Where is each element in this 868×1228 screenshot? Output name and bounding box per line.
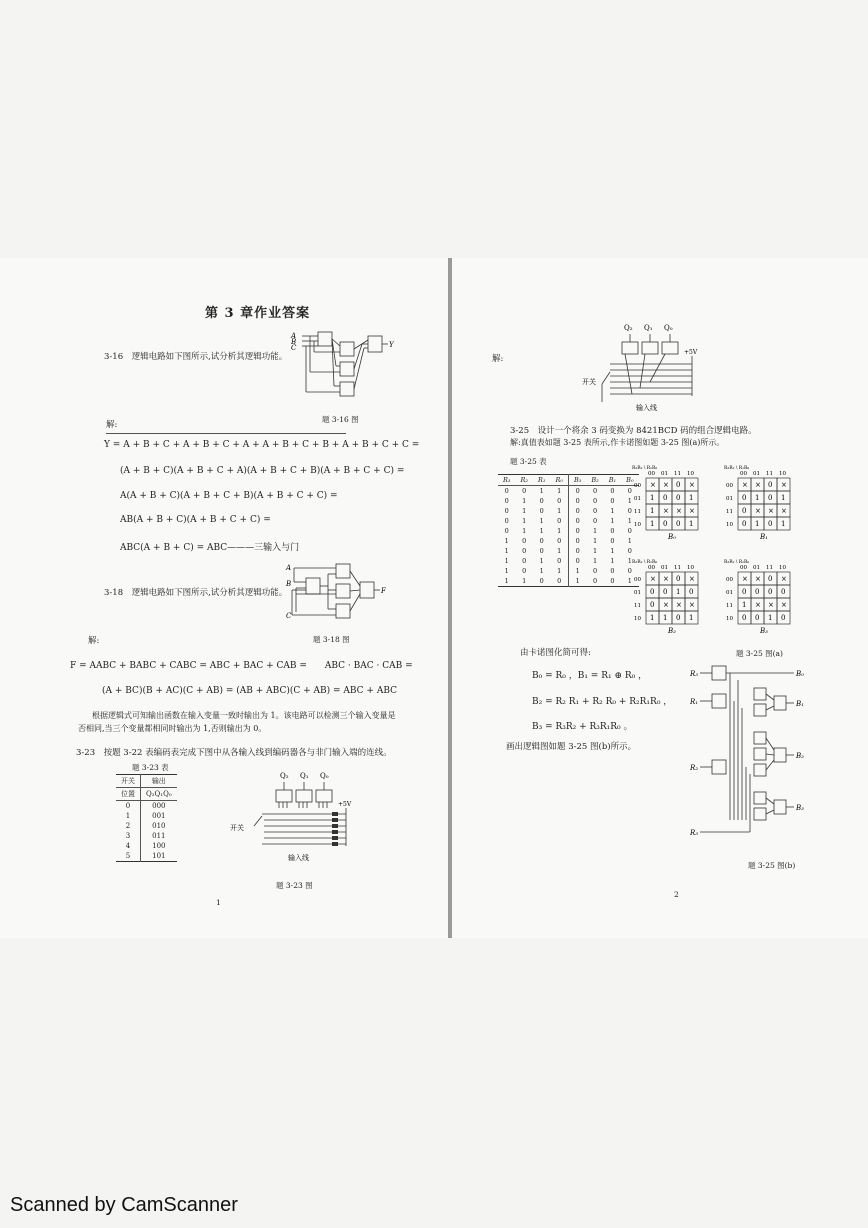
input-lines-label: 输入线 (288, 854, 309, 862)
kmap-cell-value: × (768, 601, 774, 609)
kmap-cell-value: 0 (768, 575, 773, 583)
table-row: 0 1 0 0 0 0 0 1 (504, 497, 632, 505)
table-row: 2 010 (116, 821, 177, 831)
table-subheader: 位置 (116, 788, 141, 801)
kmap-cell-value: 1 (689, 520, 694, 528)
table-row: 0 1 1 1 0 1 0 0 (504, 527, 632, 535)
kmap-row-label: 00 (726, 483, 733, 489)
table-row: 1 0 1 1 1 0 0 0 (504, 567, 632, 575)
solution-label-right: 解: (492, 354, 504, 364)
kmap-cell-value: 1 (781, 520, 786, 528)
page-title: 第 3 章作业答案 (205, 306, 311, 321)
solution-label-318: 解: (88, 636, 100, 646)
output-b0: B₀ (796, 670, 804, 678)
table-row: 1 1 0 0 1 0 0 1 (504, 577, 632, 585)
kmap-cell-value: 0 (742, 520, 747, 528)
circuit-diagram-3-16 (288, 328, 398, 408)
kmap-cell-value: × (768, 507, 774, 515)
kmap-row-label: 11 (726, 509, 733, 515)
kmap-cell-value: × (781, 575, 787, 583)
kmap-row-label: 10 (634, 616, 641, 622)
conclusion-318-line-1: 根据逻辑式可知输出函数在输入变量一致时输出为 1。该电路可以检测三个输入变量是 (92, 711, 396, 720)
kmap-row-label: 11 (634, 603, 641, 609)
fig316-input-b: B (291, 338, 297, 346)
table-row: 0 1 1 0 0 0 1 1 (504, 517, 632, 525)
page-number-right: 2 (674, 890, 679, 899)
fig316-input-c: C (291, 344, 297, 352)
kmap-row-label: 11 (726, 603, 733, 609)
fig316-input-a: A (291, 332, 297, 340)
fig318-input-b: B (286, 580, 292, 588)
kmap-cell-value: 0 (742, 614, 747, 622)
table-header: B₃ (574, 476, 582, 484)
vcc-label: +5V (684, 349, 698, 356)
kmap-cell-value: × (650, 481, 656, 489)
scanner-watermark: Scanned by CamScanner (10, 1194, 238, 1216)
input-r1: R₁ (690, 698, 699, 706)
kmap-col-label: 10 (687, 471, 694, 477)
kmap-cell-value: × (689, 575, 695, 583)
kmap-row-label: 11 (634, 509, 641, 515)
kmap-cell-value: × (755, 481, 761, 489)
kmap-cell-value: 1 (650, 494, 655, 502)
kmap-row-label: 01 (634, 496, 641, 502)
gate-label-q1: Q₁ (644, 324, 653, 332)
kmap-cell-value: × (676, 601, 682, 609)
logic-circuit-3-25b (690, 660, 820, 850)
table-header: 开关 (116, 775, 141, 788)
kmap-cell-value: 0 (742, 494, 747, 502)
kmap-cell-value: 0 (781, 588, 786, 596)
kmap-cell-value: 1 (742, 601, 747, 609)
input-lines-label: 输入线 (636, 404, 657, 412)
output-b1: B₁ (796, 700, 804, 708)
kmap-cell-value: × (781, 481, 787, 489)
kmap-cell-value: × (663, 575, 669, 583)
kmap-cell-value: 1 (755, 520, 760, 528)
table-row: 0 000 (116, 801, 177, 812)
eq318-line-1: F = AABC + BABC + CABC = ABC + BAC + CAB = ABC · BAC · CAB = (70, 661, 413, 671)
kmap-cell-value: × (755, 507, 761, 515)
kmap-corner-label: R₃R₂ \ R₁R₀ (632, 466, 658, 471)
caption-fig-3-18: 题 3-18 图 (313, 635, 350, 644)
kmap-cell-value: × (676, 507, 682, 515)
page-number-left: 1 (216, 898, 221, 907)
kmap-cell-value: 0 (676, 614, 681, 622)
fig318-input-a: A (286, 564, 292, 572)
gate-label-q2: Q₂ (624, 324, 633, 332)
table-subheader: Q₂Q₁Q₀ (146, 790, 172, 798)
kmap-col-label: 01 (661, 471, 668, 477)
kmap-row-label: 00 (726, 577, 733, 583)
question-3-18: 3-18 逻辑电路如下图所示,试分析其逻辑功能。 (104, 588, 288, 598)
encoder-diagram-solution (580, 322, 710, 414)
kmap-name: B₃ (760, 627, 768, 635)
kmap-cell-value: × (663, 507, 669, 515)
vcc-label: +5V (338, 801, 352, 808)
kmap-cell-value: 0 (676, 494, 681, 502)
kmap-cell-value: 0 (650, 601, 655, 609)
kmap-cell-value: × (781, 601, 787, 609)
kmap-cell-value: 0 (663, 520, 668, 528)
table-row: 1 0 0 0 0 1 0 1 (504, 537, 632, 545)
kmap-cell-value: 1 (755, 494, 760, 502)
karnaugh-maps (632, 462, 812, 656)
eq318-line-2: (A + BC)(B + AC)(C + AB) = (AB + ABC)(C + AB) = ABC + ABC (102, 686, 397, 696)
eq325-b3: B₃ = R₃R₂ + R₃R₁R₀ 。 (532, 722, 633, 732)
caption-fig-3-25a: 题 3-25 图(a) (736, 649, 783, 658)
input-r3: R₃ (690, 670, 699, 678)
kmap-cell-value: 0 (768, 481, 773, 489)
switch-label: 开关 (230, 824, 244, 832)
kmap-col-label: 01 (753, 471, 760, 477)
kmap-2 (632, 559, 698, 635)
kmap-cell-value: 1 (650, 507, 655, 515)
caption-fig-3-16: 题 3-16 图 (322, 415, 359, 424)
eq316-line-5: ABC(A + B + C) = ABC———三输入与门 (120, 543, 300, 553)
kmap-cell-value: 0 (742, 588, 747, 596)
table-row: 3 011 (116, 831, 177, 841)
table-header: R₁ (538, 476, 546, 484)
kmap-cell-value: × (689, 601, 695, 609)
kmap-cell-value: 0 (663, 494, 668, 502)
eq316-line-4: AB(A + B + C)(A + B + C + C) = (120, 515, 271, 525)
kmap-name: B₁ (760, 533, 768, 541)
kmap-cell-value: 0 (768, 588, 773, 596)
kmap-col-label: 01 (661, 565, 668, 571)
solution-3-25: 解:真值表如题 3-25 表所示,作卡诺图如题 3-25 图(a)所示。 (510, 438, 725, 447)
output-b2: B₂ (796, 752, 804, 760)
eq316-line-1: Y = A + B + C + A + B + C + A + A + B + C + B + A + B + C + C = (104, 440, 420, 450)
kmap-row-label: 00 (634, 577, 641, 583)
table-header: B₂ (591, 476, 599, 484)
output-b3: B₃ (796, 804, 804, 812)
kmap-row-label: 01 (726, 496, 733, 502)
question-3-16: 3-16 逻辑电路如下图所示,试分析其逻辑功能。 (104, 352, 288, 362)
fig318-output: F (381, 587, 386, 595)
book-spine (448, 258, 452, 938)
gate-label-q1: Q₁ (300, 772, 309, 780)
switch-label: 开关 (582, 378, 596, 386)
kmap-cell-value: 1 (689, 494, 694, 502)
kmap-col-label: 00 (648, 565, 655, 571)
kmap-1 (724, 465, 790, 541)
caption-fig-3-23: 题 3-23 图 (276, 881, 313, 890)
table-row: 4 100 (116, 841, 177, 851)
kmap-col-label: 11 (674, 471, 681, 477)
kmap-cell-value: × (755, 601, 761, 609)
kmap-cell-value: 1 (650, 520, 655, 528)
gate-label-q0: Q₀ (320, 772, 329, 780)
gate-label-q0: Q₀ (664, 324, 673, 332)
table-3-23 (116, 774, 177, 862)
kmap-cell-value: 0 (755, 614, 760, 622)
eq325-b0-b1: B₀ = R₀ ，B₁ = R₁ ⊕ R₀ ， (532, 671, 648, 681)
kmap-row-label: 10 (726, 522, 733, 528)
table-row: 0 1 0 1 0 0 1 0 (504, 507, 632, 515)
caption-table-3-23: 题 3-23 表 (132, 763, 169, 772)
kmap-cell-value: 0 (689, 588, 694, 596)
kmap-cell-value: × (781, 507, 787, 515)
table-row: 0 0 1 1 0 0 0 0 (504, 487, 632, 495)
table-header: B₀ (626, 476, 634, 484)
kmap-col-label: 00 (740, 471, 747, 477)
kmap-cell-value: 0 (663, 588, 668, 596)
kmap-col-label: 11 (766, 565, 773, 571)
kmap-cell-value: × (663, 481, 669, 489)
kmap-col-label: 11 (766, 471, 773, 477)
kmap-col-label: 00 (648, 471, 655, 477)
eq316-line-3: A(A + B + C)(A + B + C + B)(A + B + C + C) = (120, 491, 338, 501)
caption-table-3-25: 题 3-25 表 (510, 457, 547, 466)
kmap-cell-value: 1 (781, 494, 786, 502)
kmap-cell-value: 0 (755, 588, 760, 596)
kmap-cell-value: 1 (650, 614, 655, 622)
question-3-25: 3-25 设计一个将余 3 码变换为 8421BCD 码的组合逻辑电路。 (510, 426, 757, 436)
kmap-cell-value: 0 (768, 494, 773, 502)
kmap-cell-value: 0 (676, 481, 681, 489)
kmap-cell-value: 0 (650, 588, 655, 596)
gate-label-q2: Q₂ (280, 772, 289, 780)
eq325-b2: B₂ = R₂ R₁ + R₂ R₀ + R₂R₁R₀ ， (532, 697, 673, 707)
table-row: 5 101 (116, 851, 177, 862)
table-row: 1 001 (116, 811, 177, 821)
table-header: B₁ (608, 476, 617, 484)
kmap-col-label: 10 (779, 471, 786, 477)
caption-fig-3-25b: 题 3-25 图(b) (748, 861, 796, 870)
kmap-cell-value: × (742, 481, 748, 489)
kmap-col-label: 00 (740, 565, 747, 571)
kmap-cell-value: × (742, 575, 748, 583)
kmap-cell-value: 1 (768, 614, 773, 622)
kmap-cell-value: × (663, 601, 669, 609)
kmap-cell-value: 0 (676, 575, 681, 583)
draw-label: 画出逻辑图如题 3-25 图(b)所示。 (506, 742, 637, 752)
kmap-cell-value: 0 (676, 520, 681, 528)
solution-label-316: 解: (106, 420, 118, 430)
kmap-3 (724, 559, 790, 635)
kmap-cell-value: 0 (768, 520, 773, 528)
kmap-row-label: 00 (634, 483, 641, 489)
conclusion-318-line-2: 否相同,当三个变量都相同时输出为 1,否则输出为 0。 (78, 724, 267, 733)
question-3-23: 3-23 按题 3-22 表编码表完成下图中从各输入线到编码器各与非门输入端的连线。 (76, 748, 392, 758)
kmap-row-label: 01 (634, 590, 641, 596)
fig318-input-c: C (286, 612, 292, 620)
kmap-cell-value: × (755, 575, 761, 583)
kmap-row-label: 10 (726, 616, 733, 622)
kmap-col-label: 10 (779, 565, 786, 571)
truth-table-3-25 (498, 474, 639, 587)
circuit-diagram-3-18 (284, 560, 394, 630)
kmap-corner-label: R₃R₂ \ R₁R₀ (724, 560, 750, 565)
kmap-cell-value: 1 (676, 588, 681, 596)
kmap-cell-value: × (689, 481, 695, 489)
kmap-corner-label: R₃R₂ \ R₁R₀ (724, 466, 750, 471)
table-header: R₂ (520, 476, 528, 484)
kmap-0 (632, 465, 698, 541)
kmap-corner-label: R₃R₂ \ R₁R₀ (632, 560, 658, 565)
kmap-name: B₂ (668, 627, 676, 635)
kmap-cell-value: × (689, 507, 695, 515)
kmap-cell-value: 0 (742, 507, 747, 515)
kmap-row-label: 01 (726, 590, 733, 596)
eq316-line-2: (A + B + C)(A + B + C + A)(A + B + C + B)(A + B + C + C) = (120, 466, 405, 476)
kmap-cell-value: 0 (781, 614, 786, 622)
kmap-cell-value: 1 (689, 614, 694, 622)
kmap-cell-value: × (650, 575, 656, 583)
table-header: 输出 (151, 777, 166, 785)
kmap-cell-value: 1 (663, 614, 668, 622)
kmap-name: B₀ (668, 533, 676, 541)
table-header: R₀ (551, 475, 569, 486)
kmap-col-label: 11 (674, 565, 681, 571)
table-row: 1 0 0 1 0 1 1 0 (504, 547, 632, 555)
input-r2: R₂ (690, 764, 699, 772)
kmap-col-label: 10 (687, 565, 694, 571)
kmap-col-label: 01 (753, 565, 760, 571)
fig316-output: Y (389, 341, 394, 349)
input-r3-bottom: R₃ (690, 829, 699, 837)
table-row: 1 0 1 0 0 1 1 1 (504, 557, 632, 565)
kmap-row-label: 10 (634, 522, 641, 528)
encoder-diagram-3-23 (228, 768, 358, 868)
simplify-label: 由卡诺图化简可得: (520, 648, 591, 658)
table-header: R₃ (503, 476, 511, 484)
overline-rule (106, 433, 346, 434)
